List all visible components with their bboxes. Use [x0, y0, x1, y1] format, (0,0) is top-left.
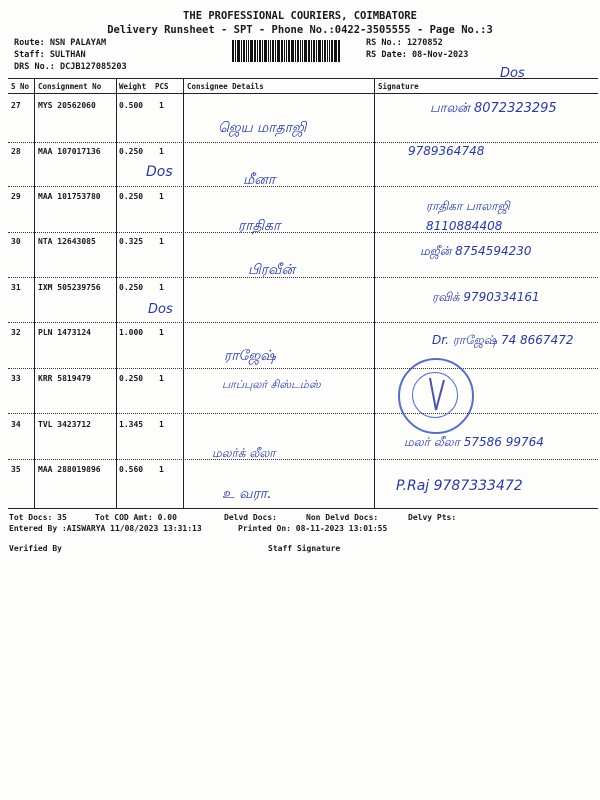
delivery-points: Delvy Pts:: [408, 513, 457, 522]
row-pcs: 1: [159, 374, 164, 383]
row-pcs: 1: [159, 192, 164, 201]
row-consignment: KRR 5819479: [38, 374, 91, 383]
handwritten-note: Dos: [148, 302, 173, 317]
company-stamp: [398, 358, 474, 434]
row-signature: ரவிக் 9790334161: [432, 290, 540, 304]
row-separator: [8, 186, 598, 187]
staff-label: Staff: SULTHAN: [14, 50, 86, 60]
row-consignee: ராதிகா: [238, 218, 281, 234]
row-consignment: MAA 107017136: [38, 147, 101, 156]
row-consignment: MYS 20562060: [38, 101, 96, 110]
row-consignee: பாப்புலர் சிஸ்டம்ஸ்: [222, 378, 321, 391]
row-consignee: பிரவீன்: [248, 262, 295, 278]
barcode: [232, 40, 366, 62]
row-consignment: TVL 3423712: [38, 420, 91, 429]
row-weight: 0.325: [119, 237, 144, 246]
rs-date: RS Date: 08-Nov-2023: [366, 50, 469, 60]
row-separator: [8, 277, 598, 278]
stamp-signature-icon: [400, 360, 472, 432]
staff-signature-label: Staff Signature: [268, 544, 341, 553]
col-header-signature: Signature: [378, 82, 419, 91]
row-weight: 0.250: [119, 192, 144, 201]
row-consignment: MAA 288019896: [38, 465, 101, 474]
delivered-docs: Delvd Docs:: [224, 513, 277, 522]
row-signature: P.Raj 9787333472: [396, 478, 523, 494]
row-sno: 28: [11, 147, 21, 156]
route-label: Route: NSN PALAYAM: [14, 38, 107, 48]
verified-by-label: Verified By: [9, 544, 62, 553]
total-cod-amount: Tot COD Amt: 0.00: [95, 513, 177, 522]
col-header-consignment: Consignment No: [38, 82, 102, 91]
entered-by: Entered By :AISWARYA 11/08/2023 13:31:13: [9, 524, 202, 533]
company-title: THE PROFESSIONAL COURIERS, COIMBATORE: [183, 10, 417, 22]
row-sno: 29: [11, 192, 21, 201]
row-weight: 0.560: [119, 465, 144, 474]
row-sno: 31: [11, 283, 21, 292]
row-separator: [8, 459, 598, 460]
row-separator: [8, 232, 598, 233]
row-signature: Dr. ராஜேஷ் 74 8667472: [432, 333, 574, 347]
row-pcs: 1: [159, 147, 164, 156]
row-consignee: ஜெய மாதாஜி: [218, 120, 307, 136]
row-signature: 9789364748: [408, 144, 485, 158]
row-signature: மலர் லீலா 57586 99764: [404, 435, 544, 449]
row-weight: 0.250: [119, 147, 144, 156]
row-consignment: PLN 1473124: [38, 328, 91, 337]
row-consignee: உ வரா.: [222, 486, 272, 502]
row-separator: [8, 368, 598, 369]
row-sno: 35: [11, 465, 21, 474]
col-header-weight: Weight: [119, 82, 147, 91]
row-separator: [8, 322, 598, 323]
row-pcs: 1: [159, 465, 164, 474]
table-bottom-border: [8, 508, 598, 509]
row-weight: 0.250: [119, 374, 144, 383]
row-signature: ராதிகா பாலாஜி 8110884408: [426, 199, 510, 233]
row-sno: 30: [11, 237, 21, 246]
handwritten-note: Dos: [146, 164, 173, 180]
row-consignment: MAA 101753780: [38, 192, 101, 201]
row-signature: மஜீன் 8754594230: [420, 244, 532, 258]
row-weight: 1.345: [119, 420, 144, 429]
col-header-pcs: PCS: [155, 82, 169, 91]
row-consignee: மீனா: [243, 172, 276, 188]
row-weight: 0.250: [119, 283, 144, 292]
row-weight: 1.000: [119, 328, 144, 337]
table-header-border: [8, 93, 598, 94]
row-sno: 33: [11, 374, 21, 383]
row-consignee: ராஜேஷ்: [224, 348, 276, 364]
row-consignment: IXM 505239756: [38, 283, 101, 292]
row-pcs: 1: [159, 237, 164, 246]
row-pcs: 1: [159, 328, 164, 337]
printed-on: Printed On: 08-11-2023 13:01:55: [238, 524, 388, 533]
row-weight: 0.500: [119, 101, 144, 110]
row-pcs: 1: [159, 101, 164, 110]
row-pcs: 1: [159, 420, 164, 429]
rs-number: RS No.: 1270852: [366, 38, 443, 48]
drs-number: DRS No.: DCJB127085203: [14, 62, 127, 72]
col-header-sno: S No: [11, 82, 30, 91]
handwritten-note: Dos: [500, 66, 525, 81]
row-sno: 32: [11, 328, 21, 337]
row-signature: பாலன் 8072323295: [430, 101, 557, 116]
row-consignment: NTA 12643085: [38, 237, 96, 246]
row-separator: [8, 413, 598, 414]
col-header-consignee: Consignee Details: [187, 82, 264, 91]
total-docs: Tot Docs: 35: [9, 513, 67, 522]
row-separator: [8, 142, 598, 143]
row-sno: 34: [11, 420, 21, 429]
row-pcs: 1: [159, 283, 164, 292]
row-consignee: மலர்க் லீலா: [212, 446, 276, 460]
row-sno: 27: [11, 101, 21, 110]
non-delivered-docs: Non Delvd Docs:: [306, 513, 379, 522]
runsheet-subtitle: Delivery Runsheet - SPT - Phone No.:0422-3505555 - Page No.:3: [107, 24, 493, 36]
